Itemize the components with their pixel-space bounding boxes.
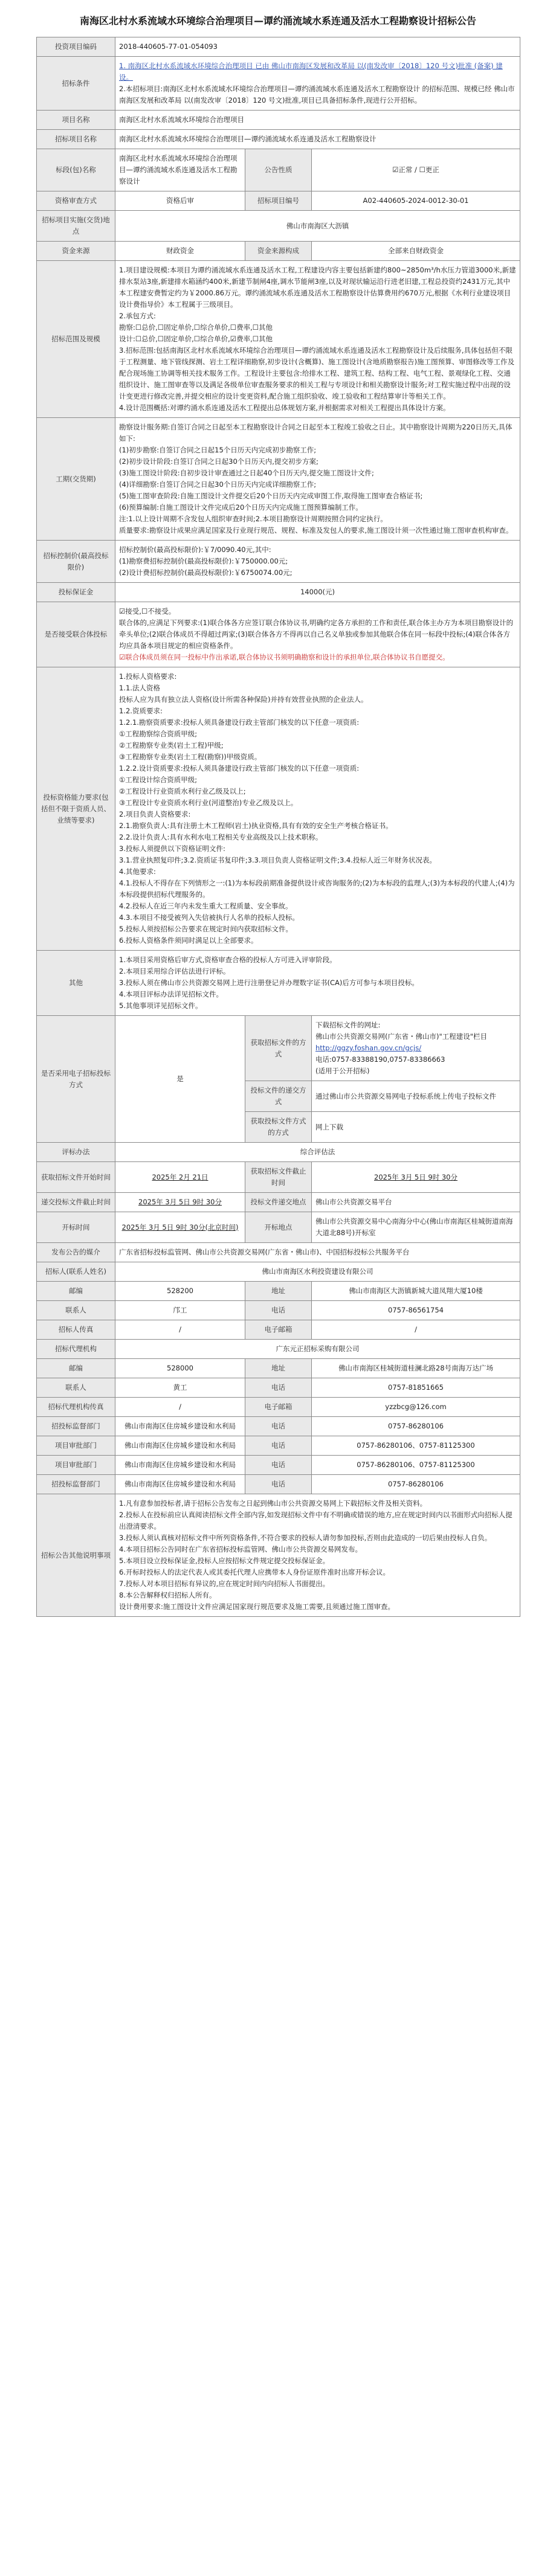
- scope-line: 2.承包方式:: [119, 312, 156, 320]
- requirements-line: 1.2.1.勘察资质要求:投标人须具备建设行政主管部门核发的以下任意一项资质:: [119, 718, 360, 727]
- requirements-line: 1.2.资质要求:: [119, 707, 163, 715]
- row-approval: [37, 57, 520, 111]
- supervisor-value: 佛山市南海区住房城乡建设和水利局: [115, 1417, 245, 1436]
- schedule-label: 工期(交货期): [37, 418, 115, 541]
- scope-line: 4.设计范围概括:对谭约涌水系连通及活水工程提出总体规划方案,并根据需求对相关工程提出具体设计方案。: [119, 403, 450, 412]
- row-funding: [37, 242, 520, 261]
- requirements-line: ②工程勘察专业类(岩土工程)甲级;: [119, 741, 224, 750]
- agency-zip-label: 邮编: [37, 1359, 115, 1378]
- requirements-line: 投标人应为具有独立法人资格(设计所需各种保险)并持有效营业执照的企业法人。: [119, 695, 368, 704]
- fetch-start-label: 获取招标文件开始时间: [37, 1162, 115, 1193]
- requirements-line: 1.1.法人资格: [119, 684, 160, 692]
- requirements-line: ②工程设计行业资质水利行业乙级及以上;: [119, 787, 246, 795]
- schedule-line: (4)详细勘察:自签订合同之日起30个日历天内完成详细勘察工作;: [119, 480, 317, 489]
- row-joint-bid: [37, 602, 520, 667]
- tenderer-zip-label: 邮编: [37, 1282, 115, 1301]
- other-line: 3.投标人须在佛山市公共资源交易网上进行注册登记并办理数字证书(CA)后方可参与本项目投标。: [119, 978, 419, 987]
- requirements-line: 4.3.本项目不接受被列入失信被执行人名单的投标人投标。: [119, 913, 299, 922]
- evaluation-value: 综合评估法: [115, 1143, 520, 1162]
- submit-deadline-value: 2025年 3月 5日 9时 30分: [115, 1193, 245, 1212]
- requirements-line: 5.投标人须按招标公告要求在规定时间内获取招标文件。: [119, 925, 293, 933]
- funding-label: 资金来源: [37, 242, 115, 261]
- requirements-line: 2.1.勘察负责人:具有注册土木工程师(岩土)执业资格,具有有效的安全生产考核合格证书。: [119, 821, 393, 830]
- notes-line: 2.投标人在投标前应认真阅读招标文件全部内容,如发现招标文件中有不明确或错误的地方,应在规定时间内以书面形式向招标人提出澄清要求。: [119, 1511, 512, 1531]
- approval-line[interactable]: 1. 南海区北村水系流域水环境综合治理项目 已由 佛山市南海区发展和改革局 以(南发改审〔2018〕120 号文)批准 (备案) 建设。: [119, 62, 503, 82]
- agency-contact-value: 黄工: [115, 1378, 245, 1398]
- submit-place-value: 佛山市公共资源交易平台: [312, 1193, 520, 1212]
- tenderer-email-label: 电子邮箱: [245, 1320, 312, 1340]
- schedule-line: (1)初步勘察:自签订合同之日起15个日历天内完成初步勘察工作;: [119, 446, 317, 454]
- fetch-end-label: 获取招标文件截止时间: [245, 1162, 312, 1193]
- other-line: 4.本项目评标办法详见招标文件。: [119, 990, 223, 998]
- row-ceiling: [37, 541, 520, 583]
- requirements-label: 投标资格能力要求(包括但不限于资质人员、业绩等要求): [37, 667, 115, 951]
- schedule-line: (3)施工图设计阶段:自初步设计审查通过之日起40个日历天内,提交施工图设计文件;: [119, 469, 374, 477]
- agency-fax-value: /: [115, 1398, 245, 1417]
- funding-value: 财政资金: [115, 242, 245, 261]
- agency-email-label: 电子邮箱: [245, 1398, 312, 1417]
- requirements-line: 3.投标人须提供以下资格证明文件:: [119, 844, 225, 853]
- agency-contact-label: 联系人: [37, 1378, 115, 1398]
- approval-dept-value: 佛山市南海区住房城乡建设和水利局: [115, 1436, 245, 1456]
- tender-name-label: 招标项目名称: [37, 130, 115, 149]
- qualification-value: 资格后审: [115, 191, 245, 211]
- tenderer-phone-label: 电话: [245, 1301, 312, 1320]
- supervisor-phone-value: 0757-86280106: [312, 1475, 520, 1494]
- electronic-value: 是: [115, 1016, 245, 1143]
- approval-dept-phone-value: 0757-86280106、0757-81125300: [312, 1456, 520, 1475]
- agency-fax-label: 招标代理机构传真: [37, 1398, 115, 1417]
- row-project-name: [37, 111, 520, 130]
- requirements-line: ①工程勘察综合资质甲级;: [119, 730, 198, 738]
- qualification-label: 资格审查方式: [37, 191, 115, 211]
- supervisor-value: 佛山市南海区住房城乡建设和水利局: [115, 1475, 245, 1494]
- notes-line: 设计费用要求:施工图设计文件应满足国家现行规范要求及施工需要,且须通过施工图审查。: [119, 1602, 395, 1611]
- agency-value: 广东元正招标采购有限公司: [115, 1340, 520, 1359]
- other-label: 其他: [37, 951, 115, 1016]
- project-no-label: 投资项目编码: [37, 37, 115, 57]
- supervisor-phone-label: 电话: [245, 1475, 312, 1494]
- row-open-time: [37, 1212, 520, 1243]
- tenderer-fax-label: 招标人传真: [37, 1320, 115, 1340]
- scope-value: [115, 261, 520, 418]
- row-agency-fax: [37, 1398, 520, 1417]
- ceiling-line: 招标控制价(最高投标限价):￥7/0090.40元,其中:: [119, 545, 271, 554]
- fetch-line: (适用于公开招标): [315, 1067, 370, 1075]
- schedule-line: (2)初步设计阶段:自签订合同之日起30个日历天内,提交初步方案;: [119, 457, 318, 466]
- tenderer-address-value: 佛山市南海区大沥镇新城大道凤翔大厦10楼: [312, 1282, 520, 1301]
- schedule-line: (6)预算编制:自施工图设计文件完成后20个日历天内完成施工图预算编制工作。: [119, 503, 363, 512]
- deposit-value: 14000(元): [115, 583, 520, 602]
- notes-line: 4.本项目招标公告同时在广东省招标投标监管网、佛山市公共资源交易网发布。: [119, 1545, 362, 1553]
- agency-email-value: yzzbcg@126.com: [312, 1398, 520, 1417]
- approval-line: 2.本招标项目:南海区北村水系流域水环境综合治理项目—谭约涌流域水系连通及活水工程勘察设计 的招标范围、规模已经 佛山市南海区发展和改革局 以(南发改审〔2018〕120 号文)批准,项目已具备招标条件,现进行公开招标。: [119, 85, 515, 104]
- notes-label: 招标公告其他说明事项: [37, 1494, 115, 1617]
- tenderer-contact-label: 联系人: [37, 1301, 115, 1320]
- schedule-value: [115, 418, 520, 541]
- location-value: 佛山市南海区大沥镇: [115, 211, 520, 242]
- project-name-value: 南海区北村水系流域水环境综合治理项目: [115, 111, 520, 130]
- tenderer-label: 招标人(联系人姓名): [37, 1262, 115, 1282]
- notes-line: 3.投标人须认真核对招标文件中所列资格条件,不符合要求的投标人请勿参加投标,否则由此造成的一切后果由投标人自负。: [119, 1534, 492, 1542]
- row-project-no: [37, 37, 520, 57]
- requirements-line: 1.投标人资格要求:: [119, 672, 177, 681]
- approval-label: 招标条件: [37, 57, 115, 111]
- agency-zip-value: 528000: [115, 1359, 245, 1378]
- location-label: 招标项目实施(交货)地点: [37, 211, 115, 242]
- open-method-value: 网上下载: [312, 1112, 520, 1143]
- supervisor-phone-value: 0757-86280106: [312, 1417, 520, 1436]
- scope-line: 3.招标范围:包括南海区北村水系流域水环境综合治理项目—谭约涌流域水系连通及活水工程勘察设计及后续服务,具体包括但不限于工程测量、地下管线探测、岩土工程详细勘察,初步设计(含概算)、施工图设计(含地质勘察报告)施工图预算、审图修改等工作及配合现场施工协调等相关技术服务工作。工程设计主要包含:给排水工程、建筑工程、结构工程、电气工程、景观绿化工程、交通组织设计、施工图审查等以及满足各级单位审查服务要求的相关工程与专项设计和相关勘察设计服务;对工程实施过程中出现的设计变更进行修改完善,并提交相应的设计变更资料,配合施工组织验收、竣工验收和工程结算审计等相关工作。: [119, 346, 515, 400]
- row-notes: [37, 1494, 520, 1617]
- tender-code-value: A02-440605-2024-0012-30-01: [312, 191, 520, 211]
- row-submit-time: [37, 1193, 520, 1212]
- requirements-value: [115, 667, 520, 951]
- tenderer-email-value: /: [312, 1320, 520, 1340]
- ceiling-line: (2)设计费招标控制价(最高投标限价):￥6750074.00元;: [119, 568, 293, 577]
- open-time-value: 2025年 3月 5日 9时 30分(北京时间): [115, 1212, 245, 1243]
- notes-line: 6.开标时投标人的法定代表人或其委托代理人应携带本人身份证原件准时出席开标会议。: [119, 1568, 390, 1576]
- tender-notice-table: [36, 37, 520, 1617]
- notes-value: [115, 1494, 520, 1617]
- funding-ratio-value: 全部来自财政资金: [312, 242, 520, 261]
- row-agency-contact: [37, 1378, 520, 1398]
- open-method-label: 获取投标文件方式的方式: [245, 1112, 312, 1143]
- approval-dept-phone-value: 0757-86280106、0757-81125300: [312, 1436, 520, 1456]
- other-line: 2.本项目采用综合评估法进行评标。: [119, 967, 230, 975]
- approval-dept-phone-label: 电话: [245, 1456, 312, 1475]
- joint-bid-line: ☑接受,☐不接受。: [119, 607, 176, 615]
- section-label: 标段(包)名称: [37, 149, 115, 191]
- approval-value: [115, 57, 520, 111]
- scope-line: 设计:☐总价,☐固定单价,☐综合单价,☑费率,☐其他: [119, 335, 273, 343]
- notes-line: 8.本公告解释权归招标人所有。: [119, 1591, 216, 1599]
- supervisor-label: 招投标监督部门: [37, 1475, 115, 1494]
- submit-deadline-label: 递交投标文件截止时间: [37, 1193, 115, 1212]
- ceiling-label: 招标控制价(最高投标限价): [37, 541, 115, 583]
- evaluation-label: 评标办法: [37, 1143, 115, 1162]
- scope-line: 勘察:☐总价,☐固定单价,☐综合单价,☐费率,☐其他: [119, 323, 273, 332]
- row-approval-dept: [37, 1436, 520, 1456]
- submit-place-label: 投标文件递交地点: [245, 1193, 312, 1212]
- tender-code-label: 招标项目编号: [245, 191, 312, 211]
- requirements-line: 4.其他要求:: [119, 867, 156, 876]
- approval-dept-label: 项目审批部门: [37, 1436, 115, 1456]
- media-label: 发布公告的媒介: [37, 1243, 115, 1262]
- row-media: [37, 1243, 520, 1262]
- media-value: 广东省招标投标监管网、佛山市公共资源交易网(广东省・佛山市)、中国招标投标公共服务平台: [115, 1243, 520, 1262]
- tenderer-value: 佛山市南海区水利投资建设有限公司: [115, 1262, 520, 1282]
- schedule-line: 注:1.以上设计周期不含发包人组织审查时间;2.本项目勘察设计周期按照合同约定执行。: [119, 515, 387, 523]
- notes-line: 7.投标人对本项目招标有异议的,应在规定时间内向招标人书面提出。: [119, 1579, 330, 1588]
- row-agency-address: [37, 1359, 520, 1378]
- project-name-label: 项目名称: [37, 111, 115, 130]
- notes-line: 5.本项目设立投标保证金,投标人应按招标文件规定提交投标保证金。: [119, 1556, 330, 1565]
- fetch-url-link[interactable]: http://ggzy.foshan.gov.cn/gcjs/: [315, 1044, 422, 1052]
- row-schedule: [37, 418, 520, 541]
- requirements-line: ③工程勘察专业类(岩土工程(勘察))甲级资质。: [119, 753, 262, 761]
- notice-type-label: 公告性质: [245, 149, 312, 191]
- project-no-value: 2018-440605-77-01-054093: [115, 37, 520, 57]
- row-section: [37, 149, 520, 191]
- notice-type-value: ☑正常 / ☐更正: [312, 149, 520, 191]
- other-value: [115, 951, 520, 1016]
- row-location: [37, 211, 520, 242]
- fetch-line: 下载招标文件的网址:: [315, 1021, 381, 1029]
- requirements-line: 3.1.营业执照复印件;3.2.资质证书复印件;3.3.项目负责人资格证明文件;3.4.投标人近三年财务状况表。: [119, 856, 436, 864]
- approval-dept-label: 项目审批部门: [37, 1456, 115, 1475]
- requirements-line: 2.2.设计负责人:具有水利水电工程相关专业高级及以上技术职称。: [119, 833, 323, 841]
- row-tender-name: [37, 130, 520, 149]
- tenderer-contact-value: 邝工: [115, 1301, 245, 1320]
- row-deposit: [37, 583, 520, 602]
- row-tenderer-address: [37, 1282, 520, 1301]
- row-tenderer: [37, 1262, 520, 1282]
- agency-address-label: 地址: [245, 1359, 312, 1378]
- requirements-line: ①工程设计综合资质甲级;: [119, 776, 198, 784]
- row-agency: [37, 1340, 520, 1359]
- tenderer-zip-value: 528200: [115, 1282, 245, 1301]
- row-supervisor: [37, 1417, 520, 1436]
- fetch-start-value: 2025年 2月 21日: [115, 1162, 245, 1193]
- fetch-end-value: 2025年 3月 5日 9时 30分: [312, 1162, 520, 1193]
- supervisor-label: 招投标监督部门: [37, 1417, 115, 1436]
- other-line: 1.本项目采用资格后审方式,资格审查合格的投标人方可进入评审阶段。: [119, 956, 337, 964]
- fetch-line: 佛山市公共资源交易网(广东省・佛山市)"工程建设"栏目: [315, 1032, 488, 1041]
- section-value: 南海区北村水系流域水环境综合治理项目—谭约涌流域水系连通及活水工程勘察设计: [115, 149, 245, 191]
- row-tenderer-contact: [37, 1301, 520, 1320]
- requirements-line: 1.2.2.设计资质要求:投标人须具备建设行政主管部门核发的以下任意一项资质:: [119, 764, 360, 772]
- tenderer-fax-value: /: [115, 1320, 245, 1340]
- joint-bid-line: 联合体的,应满足下列要求:(1)联合体各方应签订联合体协议书,明确约定各方承担的工作和责任,联合体主办方为本项目勘察设计的牵头单位;(2)联合体成员不得超过两家;(3)联合体各方不得再以自己名义单独或参加其他联合体在同一标段中投标;(4)联合体各方均应具备本项目规定的相应资格条件。: [119, 618, 514, 650]
- row-electronic: [37, 1016, 520, 1081]
- scope-label: 招标范围及规模: [37, 261, 115, 418]
- requirements-line: 6.投标人资格条件须同时满足以上全部要求。: [119, 936, 258, 945]
- approval-dept-phone-label: 电话: [245, 1436, 312, 1456]
- tenderer-phone-value: 0757-86561754: [312, 1301, 520, 1320]
- agency-address-value: 佛山市南海区桂城街道桂澜北路28号南海万达广场: [312, 1359, 520, 1378]
- bid-method-value: 通过佛山市公共资源交易网电子投标系统上传电子投标文件: [312, 1081, 520, 1112]
- ceiling-value: [115, 541, 520, 583]
- agency-phone-value: 0757-81851665: [312, 1378, 520, 1398]
- tenderer-address-label: 地址: [245, 1282, 312, 1301]
- page-title: 南海区北村水系流域水环境综合治理项目—谭约涌流域水系连通及活水工程勘察设计招标公告: [79, 15, 476, 27]
- fetch-method-value: [312, 1016, 520, 1081]
- funding-ratio-label: 资金来源构成: [245, 242, 312, 261]
- fetch-method-label: 获取招标文件的方式: [245, 1016, 312, 1081]
- requirements-line: 4.2.投标人在近三年内未发生重大工程质量、安全事故。: [119, 902, 293, 910]
- agency-phone-label: 电话: [245, 1378, 312, 1398]
- deposit-label: 投标保证金: [37, 583, 115, 602]
- row-tenderer-fax: [37, 1320, 520, 1340]
- schedule-line: 质量要求:勘察设计成果应满足国家及行业现行规范、规程、标准及发包人的要求,施工图设计须一次性通过施工图审查机构审查。: [119, 526, 513, 535]
- scope-line: 1.项目建设规模:本项目为谭约涌流域水系连通及活水工程,工程建设内容主要包括新建约800~2850m³/h水压力管道3000米,新建排水泵站3座,新建排水箱涵约400米,新建节制闸4座,调水节能闸3座,以及对现状输运沿行进老旧建,工程总投资约2431万元,其中本工程建安费暂定约为￥2000.86万元。谭约涌流域水系连通及活水工程勘察设计估算费用约670万元,根据《水利行业建设项目设计费指导价》本工程属于三级项目。: [119, 266, 516, 309]
- tender-name-value: 南海区北村水系流域水环境综合治理项目—谭约涌流域水系连通及活水工程勘察设计: [115, 130, 520, 149]
- schedule-line: 勘察设计服务期:自签订合同之日起至本工程勘察设计合同之日起至本工程竣工验收之日止。其中勘察设计周期为220日历天,具体如下:: [119, 423, 512, 443]
- fetch-line: 电话:0757-83388190,0757-83386663: [315, 1055, 445, 1064]
- agency-label: 招标代理机构: [37, 1340, 115, 1359]
- joint-bid-line: ☑联合体成员须在同一投标中作出承诺,联合体协议书须明确勘察和设计的承担单位,联合体协议书自愿提交。: [119, 653, 450, 661]
- other-line: 5.其他事项详见招标文件。: [119, 1001, 202, 1010]
- requirements-line: 2.项目负责人资格要求:: [119, 810, 191, 818]
- open-place-label: 开标地点: [245, 1212, 312, 1243]
- requirements-line: 4.1.投标人不得存在下列情形之一:(1)为本标段前期准备提供设计或咨询服务的;(2)为本标段的监理人;(3)为本标段的代建人;(4)为本标段提供招标代理服务的。: [119, 879, 515, 899]
- row-other: [37, 951, 520, 1016]
- open-time-label: 开标时间: [37, 1212, 115, 1243]
- row-qualification: [37, 191, 520, 211]
- supervisor-phone-label: 电话: [245, 1417, 312, 1436]
- row-evaluation: [37, 1143, 520, 1162]
- notes-line: 1.凡有意参加投标者,请于招标公告发布之日起到佛山市公共资源交易网上下载招标文件及相关资料。: [119, 1499, 427, 1508]
- joint-bid-label: 是否接受联合体投标: [37, 602, 115, 667]
- schedule-line: (5)施工图审查阶段:自施工图设计文件提交后20个日历天内完成审图工作,取得施工图审查合格证书;: [119, 492, 423, 500]
- ceiling-line: (1)勘察费招标控制价(最高投标限价):￥750000.00元;: [119, 557, 288, 565]
- bid-method-label: 投标文件的递交方式: [245, 1081, 312, 1112]
- row-fetch-time: [37, 1162, 520, 1193]
- open-place-value: 佛山市公共资源交易中心南海分中心(佛山市南海区桂城街道南海大道北88号)开标室: [312, 1212, 520, 1243]
- row-supervisor-2: [37, 1475, 520, 1494]
- approval-dept-value: 佛山市南海区住房城乡建设和水利局: [115, 1456, 245, 1475]
- joint-bid-value: [115, 602, 520, 667]
- electronic-label: 是否采用电子招标投标方式: [37, 1016, 115, 1143]
- row-requirements: [37, 667, 520, 951]
- row-approval-dept-2: [37, 1456, 520, 1475]
- requirements-line: ③工程设计专业资质水利行业(河道整治)专业乙级及以上。: [119, 798, 298, 807]
- row-scope: [37, 261, 520, 418]
